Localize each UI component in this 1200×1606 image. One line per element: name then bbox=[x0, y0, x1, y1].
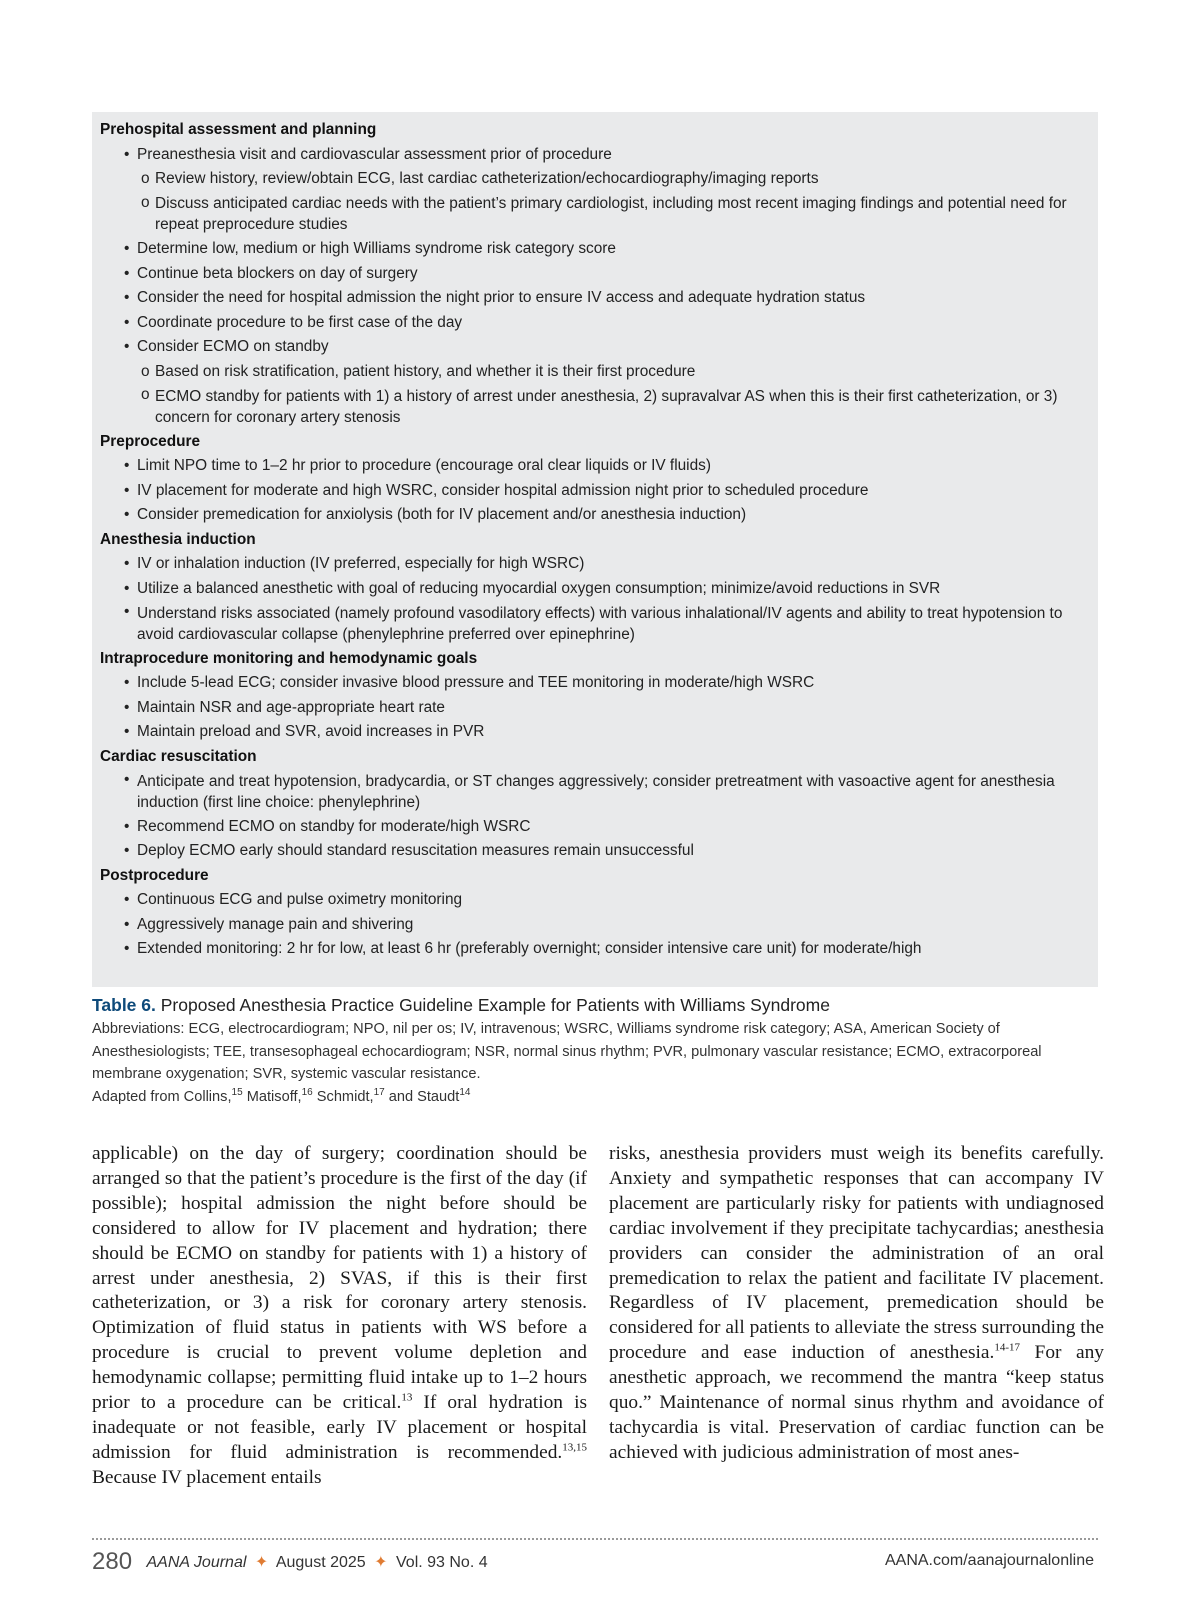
bullet-item: • Continue beta blockers on day of surgery bbox=[100, 262, 1090, 287]
bullet-item: • Extended monitoring: 2 hr for low, at least 6 hr (preferably overnight; consider intensive care unit) for moderate/high bbox=[100, 937, 1090, 962]
caption-label: Table 6. bbox=[92, 995, 156, 1015]
page-footer bbox=[92, 1548, 1098, 1578]
diamond-separator-icon: ✦ bbox=[254, 1554, 269, 1571]
left-text-1: applicable) on the day of surgery; coordination should be arranged so that the patient’s procedure is the first of the day (if possible); hospital admission the night before should be considered to allow for IV placement and hydration; there should be ECMO on standby for patients with 1) a history of arrest under anesthesia, 2) SVAS, if this is their first catheterization, or 3) a risk for coronary artery stenosis. Optimization of fluid status in patients with WS before a procedure is crucial to prevent volume depletion and hemodynamic collapse; permitting fluid intake up to 1–2 hours prior to a procedure can be critical. bbox=[92, 1143, 587, 1414]
bullet-item: • Consider ECMO on standby bbox=[100, 335, 1090, 360]
issue-volume: Vol. 93 No. 4 bbox=[396, 1554, 488, 1571]
right-text-1: risks, anesthesia providers must weigh its benefits carefully. Anxiety and sympathetic responses that can accompany IV placement are particularly risky for patients with undiagnosed cardiac involvement if they precipitate tachycardias; anesthesia providers can consider the administration of an oral premedication to relax the patient and facilitate IV placement. Regardless of IV placement, premedication should be considered for all patients to alleviate the stress surrounding the procedure and ease induction of anesthesia. bbox=[609, 1143, 1104, 1364]
body-column-left bbox=[92, 1142, 587, 1491]
bullet-item: • Limit NPO time to 1–2 hr prior to procedure (encourage oral clear liquids or IV fluids) bbox=[100, 454, 1090, 479]
left-paragraph bbox=[92, 1142, 587, 1491]
sub-bullet-item: o ECMO standby for patients with 1) a history of arrest under anesthesia, 2) supravalvar AS when this is their first catheterization, or 3) concern for coronary artery stenosis bbox=[100, 384, 1090, 430]
ref-matisoff: 16 bbox=[301, 1086, 313, 1098]
left-ref-2: 13,15 bbox=[562, 1441, 587, 1454]
section-heading: Preprocedure bbox=[100, 432, 201, 450]
journal-name: AANA Journal bbox=[146, 1554, 247, 1571]
bullet-item: • Coordinate procedure to be first case of the day bbox=[100, 311, 1090, 336]
bullet-item: • IV placement for moderate and high WSRC, consider hospital admission night prior to scheduled procedure bbox=[100, 479, 1090, 504]
right-ref-1: 14-17 bbox=[994, 1341, 1021, 1354]
sub-bullet-item: o Based on risk stratification, patient history, and whether it is their first procedure bbox=[100, 360, 1090, 385]
section-heading: Anesthesia induction bbox=[100, 530, 256, 548]
sub-bullet-item: o Discuss anticipated cardiac needs with the patient’s primary cardiologist, including most recent imaging findings and potential need for repeat preprocedure studies bbox=[100, 192, 1090, 238]
bullet-item: • Maintain NSR and age-appropriate heart rate bbox=[100, 696, 1090, 721]
page-number: 280 bbox=[92, 1548, 133, 1575]
bullet-item: • Determine low, medium or high Williams syndrome risk category score bbox=[100, 237, 1090, 262]
bullet-item: • IV or inhalation induction (IV preferred, especially for high WSRC) bbox=[100, 552, 1090, 577]
bullet-item: • Aggressively manage pain and shivering bbox=[100, 913, 1090, 938]
bullet-item: • Anticipate and treat hypotension, bradycardia, or ST changes aggressively; consider pretreatment with vasoactive agent for anesthesia induction (first line choice: phenylephrine) bbox=[100, 769, 1090, 815]
name-schmidt: Schmidt, bbox=[312, 1088, 374, 1105]
caption-title-line bbox=[92, 993, 1102, 1017]
bullet-item: • Deploy ECMO early should standard resuscitation measures remain unsuccessful bbox=[100, 839, 1090, 864]
bullet-item: • Continuous ECG and pulse oximetry monitoring bbox=[100, 888, 1090, 913]
section-heading: Intraprocedure monitoring and hemodynamic goals bbox=[100, 649, 478, 667]
journal-url-link[interactable]: AANA.com/aanajournalonline bbox=[884, 1552, 1094, 1569]
diamond-separator-icon: ✦ bbox=[374, 1554, 388, 1571]
bullet-item: • Consider the need for hospital admission the night prior to ensure IV access and adequate hydration status bbox=[100, 286, 1090, 311]
caption-adapted-from bbox=[92, 1086, 1102, 1109]
name-staudt: and Staudt bbox=[384, 1088, 460, 1105]
sub-bullet-item: o Review history, review/obtain ECG, last cardiac catheterization/echocardiography/imaging reports bbox=[100, 167, 1090, 192]
bullet-item: • Include 5-lead ECG; consider invasive blood pressure and TEE monitoring in moderate/high WSRC bbox=[100, 671, 1090, 696]
caption-title: Proposed Anesthesia Practice Guideline Example for Patients with Williams Syndrome bbox=[160, 995, 830, 1015]
caption-abbreviations: Abbreviations: ECG, electrocardiogram; NPO, nil per os; IV, intravenous; WSRC, Williams syndrome risk category; ASA, American Society of Anesthesiologists; TEE, transesophageal echocardiogram; NSR, normal sinus rhythm; PVR, pulmonary vascular resistance; ECMO, extracorporeal membrane oxygenation; SVR, systemic vascular resistance. bbox=[92, 1021, 1042, 1082]
ref-collins: 15 bbox=[231, 1086, 243, 1098]
right-paragraph bbox=[609, 1142, 1104, 1466]
left-text-2: If oral hydration is inadequate or not feasible, early IV placement or hospital admission for fluid administration is recommended. bbox=[92, 1392, 587, 1463]
bullet-item: • Preanesthesia visit and cardiovascular assessment prior of procedure bbox=[100, 143, 1090, 168]
footer-dotted-rule bbox=[92, 1538, 1098, 1540]
bullet-item: • Maintain preload and SVR, avoid increases in PVR bbox=[100, 720, 1090, 745]
adapted-prefix: Adapted from Collins, bbox=[92, 1088, 232, 1105]
guideline-table bbox=[92, 112, 1098, 987]
section-heading: Prehospital assessment and planning bbox=[100, 121, 377, 138]
bullet-item: • Consider premedication for anxiolysis (both for IV placement and/or anesthesia induction) bbox=[100, 503, 1090, 528]
right-text-2: For any anesthetic approach, we recommend the mantra “keep status quo.” Maintenance of normal sinus rhythm and avoidance of tachycardia is vital. Preservation of cardiac function can be achieved with judicious administration of most anes- bbox=[609, 1342, 1105, 1463]
footer-left bbox=[92, 1548, 488, 1576]
section-heading: Cardiac resuscitation bbox=[100, 747, 257, 765]
issue-date: August 2025 bbox=[275, 1554, 366, 1571]
ref-schmidt: 17 bbox=[373, 1086, 385, 1098]
section-heading: Postprocedure bbox=[100, 866, 209, 884]
left-ref-1: 13 bbox=[401, 1391, 413, 1404]
bullet-item: • Understand risks associated (namely profound vasodilatory effects) with various inhalational/IV agents and ability to treat hypotension to avoid cardiovascular collapse (phenylephrine preferred over epinephrine) bbox=[100, 601, 1090, 647]
bullet-item: • Utilize a balanced anesthetic with goal of reducing myocardial oxygen consumption; minimize/avoid reductions in SVR bbox=[100, 577, 1090, 602]
left-text-3: Because IV placement entails bbox=[92, 1466, 322, 1488]
table-caption bbox=[92, 993, 1102, 1108]
bullet-item: • Recommend ECMO on standby for moderate/high WSRC bbox=[100, 815, 1090, 840]
name-matisoff: Matisoff, bbox=[242, 1088, 302, 1105]
body-column-right bbox=[609, 1142, 1104, 1466]
ref-staudt: 14 bbox=[459, 1086, 471, 1098]
